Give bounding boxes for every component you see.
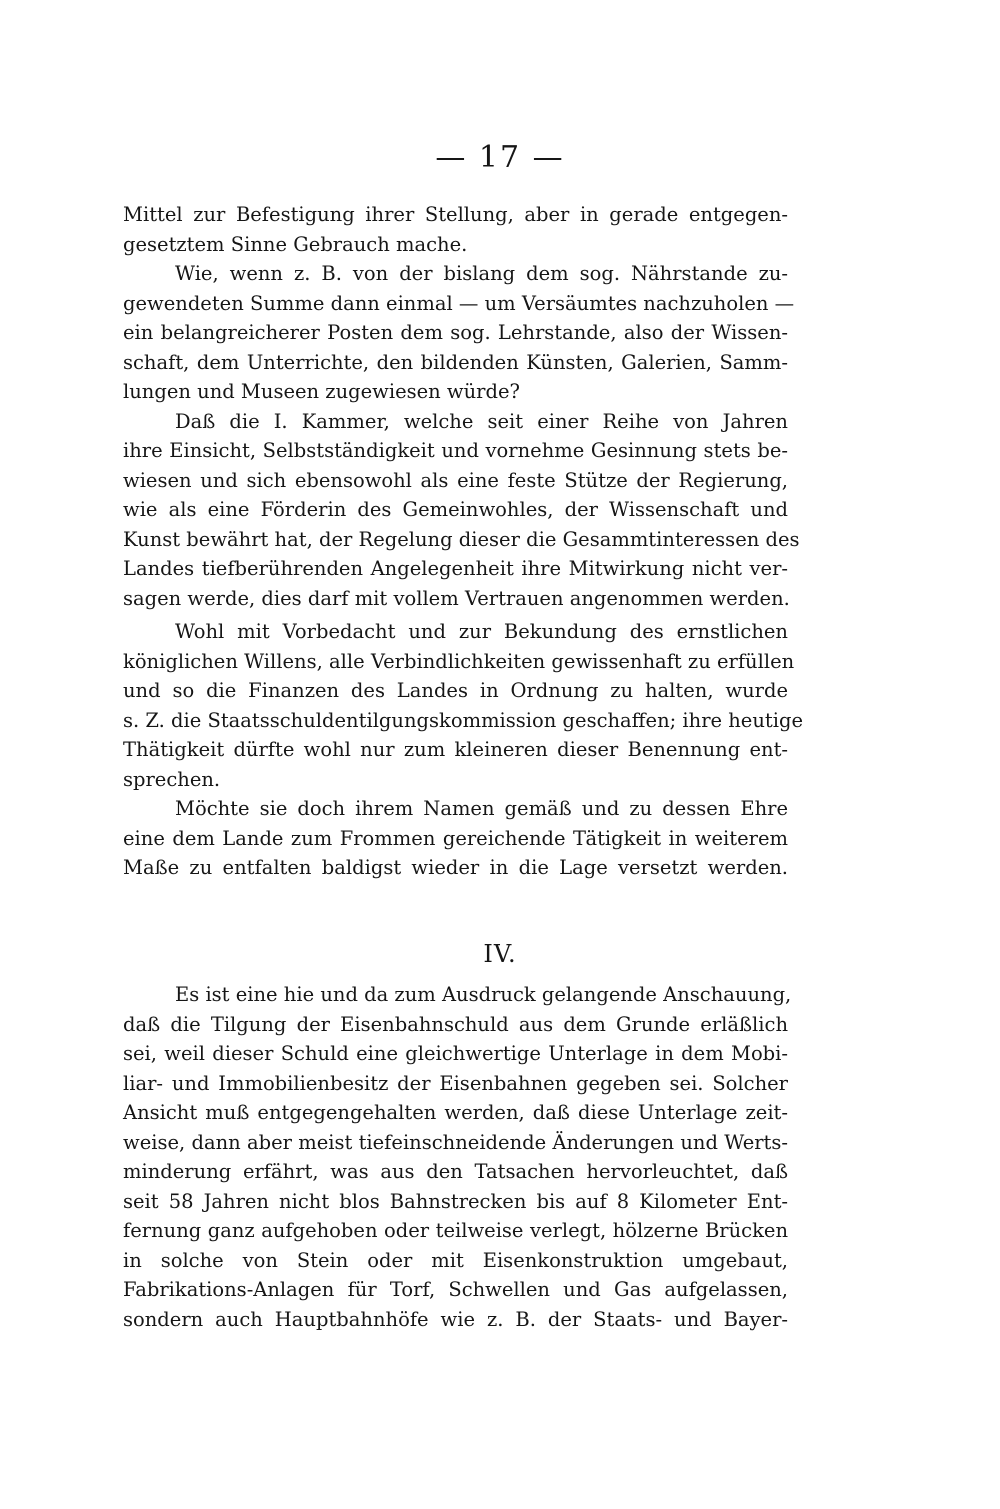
text-line: liar- und Immobilienbesitz der Eisenbahnen gegeben sei. Solcher — [123, 1071, 788, 1095]
text-line: eine dem Lande zum Frommen gereichende Tätigkeit in weiterem — [123, 826, 788, 850]
text-line: sei, weil dieser Schuld eine gleichwertige Unterlage in dem Mobi- — [123, 1042, 788, 1065]
text-line: Es ist eine hie und da zum Ausdruck gelangende Anschauung, — [175, 983, 792, 1006]
text-line: fernung ganz aufgehoben oder teilweise verlegt, hölzerne Brücken — [123, 1219, 788, 1242]
text-line: sondern auch Hauptbahnhöfe wie z. B. der Staats- und Bayer- — [123, 1307, 788, 1331]
text-line: seit 58 Jahren nicht blos Bahnstrecken bis auf 8 Kilometer Ent- — [123, 1189, 788, 1213]
text-line: sagen werde, dies darf mit vollem Vertrauen angenommen werden. — [123, 586, 790, 610]
text-line: weise, dann aber meist tiefeinschneidende Änderungen und Werts- — [123, 1130, 788, 1154]
body-text-bottom — [123, 980, 792, 1334]
page-number: — 17 — — [435, 140, 565, 175]
text-line: Mittel zur Befestigung ihrer Stellung, aber in gerade entgegen- — [123, 203, 788, 226]
text-line: Ansicht muß entgegengehalten werden, daß diese Unterlage zeit- — [123, 1101, 788, 1124]
text-line: minderung erfährt, was aus den Tatsachen hervorleuchtet, daß — [123, 1160, 788, 1183]
text-line: daß die Tilgung der Eisenbahnschuld aus dem Grunde erläßlich — [123, 1012, 788, 1036]
text-line: wiesen und sich ebensowohl als eine feste Stütze der Regierung, — [123, 468, 788, 492]
text-line: Kunst bewährt hat, der Regelung dieser die Gesammtinteressen des — [123, 527, 800, 551]
text-line: Daß die I. Kammer, welche seit einer Reihe von Jahren — [175, 409, 788, 433]
text-line: gesetztem Sinne Gebrauch mache. — [123, 232, 468, 256]
text-line: schaft, dem Unterrichte, den bildenden Künsten, Galerien, Samm- — [123, 350, 788, 374]
text-line: Landes tiefberührenden Angelegenheit ihre Mitwirkung nicht ver- — [123, 557, 788, 580]
section-heading: IV. — [483, 940, 517, 968]
text-line: in solche von Stein oder mit Eisenkonstruktion umgebaut, — [123, 1248, 788, 1272]
text-line: ein belangreicherer Posten dem sog. Lehrstande, also der Wissen- — [123, 321, 788, 344]
text-line: lungen und Museen zugewiesen würde? — [123, 380, 520, 403]
text-line: Fabrikations-Anlagen für Torf, Schwellen und Gas aufgelassen, — [123, 1278, 788, 1301]
text-line: Wohl mit Vorbedacht und zur Bekundung des ernstlichen — [175, 620, 788, 643]
text-line: Wie, wenn z. B. von der bislang dem sog. Nährstande zu- — [175, 262, 788, 285]
text-line: Maße zu entfalten baldigst wieder in die Lage versetzt werden. — [123, 856, 788, 879]
text-line: sprechen. — [123, 767, 221, 791]
text-line: Möchte sie doch ihrem Namen gemäß und zu dessen Ehre — [175, 797, 788, 820]
text-line: ihre Einsicht, Selbstständigkeit und vornehme Gesinnung stets be- — [123, 439, 788, 462]
text-line: gewendeten Summe dann einmal — um Versäumtes nachzuholen — — [123, 291, 795, 315]
text-line: königlichen Willens, alle Verbindlichkeiten gewissenhaft zu erfüllen — [123, 649, 795, 673]
text-line: wie als eine Förderin des Gemeinwohles, der Wissenschaft und — [123, 498, 788, 521]
text-line: und so die Finanzen des Landes in Ordnung zu halten, wurde — [123, 679, 788, 702]
text-line: s. Z. die Staatsschuldentilgungskommission geschaffen; ihre heutige — [123, 708, 804, 732]
body-text-top — [123, 200, 804, 883]
text-line: Thätigkeit dürfte wohl nur zum kleineren dieser Benennung ent- — [123, 738, 788, 761]
